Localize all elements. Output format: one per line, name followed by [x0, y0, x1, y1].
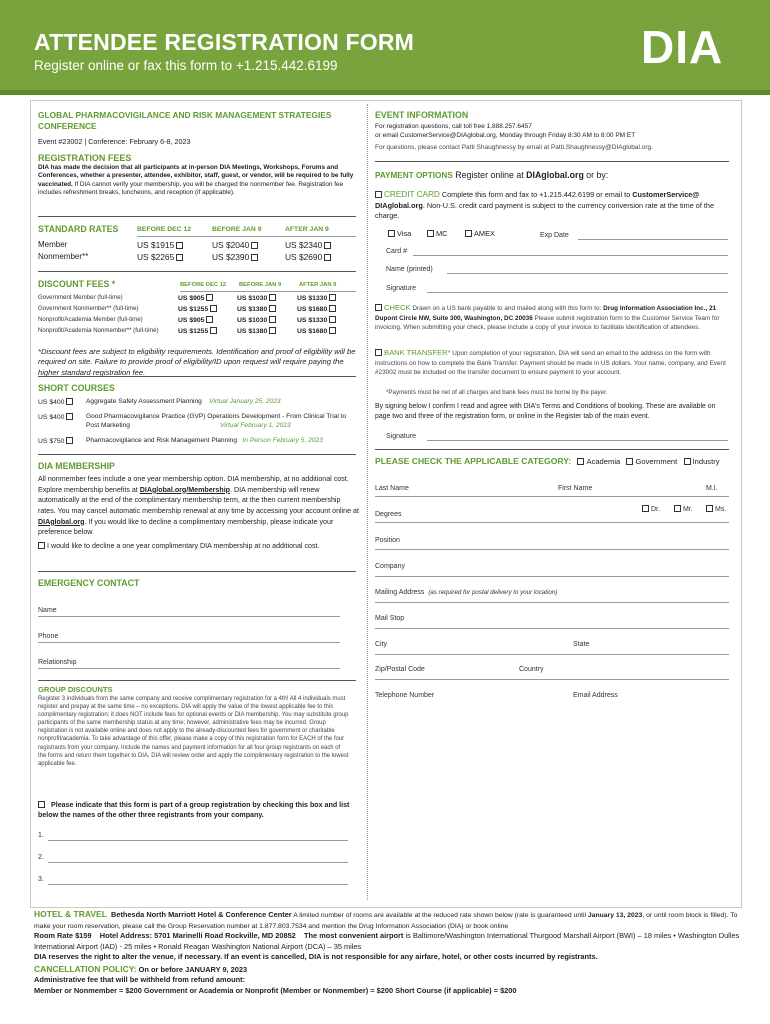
- course-item-2[interactable]: US $400: [38, 413, 75, 423]
- ms-checkbox[interactable]: [706, 505, 713, 512]
- exp-date-field[interactable]: [578, 239, 728, 240]
- course-date-2: Virtual February 1, 2023: [220, 422, 291, 429]
- course-name-1: Aggregate Safety Assessment Planning Virtual January 25, 2023: [86, 398, 281, 405]
- std-col-1: BEFORE DEC 12: [137, 226, 192, 233]
- country-label: Country: [519, 666, 544, 673]
- phone-label: Telephone Number: [375, 692, 435, 699]
- discount-fees-heading: DISCOUNT FEES *: [38, 279, 116, 289]
- mailing-field[interactable]: [375, 602, 729, 603]
- signature2-field[interactable]: [427, 440, 728, 441]
- payment-heading: PAYMENT OPTIONS Register online at DIAglobal.org or by:: [375, 170, 609, 180]
- conference-event-info: Event #23002 | Conference: February 6-8, 2023: [38, 137, 191, 146]
- checkbox[interactable]: [176, 242, 183, 249]
- membership-link[interactable]: DIAglobal.org/Membership: [139, 485, 231, 494]
- emergency-relationship-label: Relationship: [38, 659, 77, 666]
- checkbox[interactable]: [176, 254, 183, 261]
- mr-checkbox[interactable]: [674, 505, 681, 512]
- checkbox[interactable]: [251, 254, 258, 261]
- std-member-v3[interactable]: US $2340: [285, 240, 333, 251]
- group-name-3-label: 3.: [38, 876, 44, 883]
- name-printed-label: Name (printed): [386, 266, 433, 273]
- std-col-3: AFTER JAN 9: [285, 226, 329, 233]
- conference-title-line2: CONFERENCE: [38, 120, 97, 131]
- disc-col-3: AFTER JAN 9: [299, 282, 337, 288]
- divider: [375, 161, 729, 162]
- card-visa[interactable]: Visa: [386, 229, 411, 239]
- dia-logo: DIA: [641, 21, 724, 73]
- membership-heading: DIA MEMBERSHIP: [38, 461, 115, 471]
- discount-note: *Discount fees are subject to eligibility requirements. Identification and proof of eligibility will be required on site. Failure to provide proof of eligibility/ID upon request will require paying the higher standard registration fee.: [38, 347, 356, 377]
- divider: [38, 454, 356, 455]
- company-field[interactable]: [375, 576, 729, 577]
- disc-col-2: BEFORE JAN 9: [239, 282, 282, 288]
- event-info-line2: or email CustomerService@DIAglobal.org, Monday through Friday 8:30 AM to 8:00 PM ET: [375, 132, 636, 139]
- discount-row-label: Government Nonmember** (full-time): [38, 305, 139, 312]
- category-row: PLEASE CHECK THE APPLICABLE CATEGORY: Academia Government Industry: [375, 456, 720, 466]
- discount-row-label: Government Member (full-time): [38, 294, 123, 301]
- conference-title-line1: GLOBAL PHARMACOVIGILANCE AND RISK MANAGEMENT STRATEGIES: [38, 110, 332, 120]
- checkbox[interactable]: [269, 316, 276, 323]
- title-dr[interactable]: Dr.: [640, 505, 660, 514]
- signature-label: Signature: [386, 285, 416, 292]
- group-name-2-field[interactable]: [48, 862, 348, 863]
- divider: [137, 236, 356, 237]
- cancellation-fees: Member or Nonmember = $200 Government or Academia or Nonprofit (Member or Nonmember) = $200 Short Course (if applicable) = $200: [34, 985, 517, 995]
- std-row-label-member: Member: [38, 240, 68, 249]
- checkbox[interactable]: [210, 305, 217, 312]
- credit-card-option[interactable]: CREDIT CARD Complete this form and fax to +1.215.442.6199 or email to CustomerService@ DIAglobal.org. Non-U.S. credit card payment is subject to the currency conversion rate at the time of the charge.: [375, 190, 715, 221]
- divider: [38, 376, 356, 377]
- emergency-relationship-field[interactable]: [38, 668, 340, 669]
- discount-price-cell[interactable]: US $1380: [237, 305, 278, 315]
- withheld-note: Administrative fee that will be withheld from refund amount:: [34, 975, 246, 985]
- checkbox[interactable]: [329, 316, 336, 323]
- city-label: City: [375, 641, 388, 648]
- terms-agreement: By signing below I confirm I read and agree with DIA's Terms and Conditions of booking. These are available on page two and three of the registration form, or online in the Register tab of the main event.: [375, 403, 716, 420]
- checkbox[interactable]: [324, 242, 331, 249]
- std-nonmember-v3[interactable]: US $2690: [285, 252, 333, 263]
- registration-fees-heading: REGISTRATION FEES: [38, 153, 132, 163]
- title-ms[interactable]: Ms.: [704, 505, 726, 514]
- dr-checkbox[interactable]: [642, 505, 649, 512]
- position-field[interactable]: [375, 549, 729, 550]
- name-printed-field[interactable]: [447, 273, 728, 274]
- std-nonmember-v2[interactable]: US $2390: [212, 252, 260, 263]
- event-info-line1: For registration questions, call toll free 1.888.257.6457: [375, 123, 532, 130]
- name-field[interactable]: [375, 496, 729, 497]
- discount-price-cell[interactable]: US $1680: [297, 327, 338, 337]
- company-label: Company: [375, 563, 405, 570]
- std-col-2: BEFORE JAN 9: [212, 226, 262, 233]
- checkbox[interactable]: [66, 398, 73, 405]
- course-name-2: Good Pharmacovigilance Practice (GVP) Operations Development - From Clinical Trial to Post Marketing: [86, 413, 347, 429]
- emergency-phone-field[interactable]: [38, 642, 340, 643]
- first-name-label: First Name: [558, 485, 593, 492]
- conference-title: [38, 110, 363, 132]
- checkbox[interactable]: [66, 437, 73, 444]
- city-state-field[interactable]: [375, 654, 729, 655]
- mail-stop-label: Mail Stop: [375, 615, 405, 622]
- emergency-name-field[interactable]: [38, 616, 340, 617]
- discount-row-label: Nonprofit/Academia Member (full-time): [38, 316, 143, 323]
- degrees-label: Degrees: [375, 511, 402, 518]
- membership-decline[interactable]: I would like to decline a one year complimentary DIA membership at no additional cost.: [38, 541, 328, 551]
- group-check[interactable]: Please indicate that this form is part of a group registration by checking this box and list below the names of the other three registrants from your company.: [38, 801, 350, 820]
- course-item-1[interactable]: US $400: [38, 398, 75, 408]
- bank-transfer-option[interactable]: BANK TRANSFER* Upon completion of your registration, DIA will send an email to the address on the form with instructions on how to complete the Bank Transfer. Payment should be made in US dollars. Your name, company, and Event #23002 must be included on the transfer document to ensure payment to your account.: [375, 348, 726, 377]
- group-text: Register 3 individuals from the same company and receive complimentary registration for a 4th! All 4 individuals must register and prepay at the same time – no exceptions. DIA will apply the value of the lowest applicable fee to this complimentary registration; it does NOT include fees for optional events or DIA membership. You may substitute group participants of the same membership status at any time; however, administrative fees may be incurred. Group registration is not available online and does not apply to the already-discounted fees for government or charitable nonprofit/academia. To take advantage of this offer, please make a copy of this registration form for EACH of the four registrants from your company. Include the names and payment information for all four group registrants on each of the forms and return them together to DIA. DIA will review order and apply the complimentary registration to the lowest applicable fee.: [38, 696, 349, 767]
- payment-link[interactable]: DIAglobal.org: [526, 170, 584, 180]
- checkbox[interactable]: [206, 294, 213, 301]
- divider: [38, 216, 356, 217]
- form-title: ATTENDEE REGISTRATION FORM: [34, 29, 415, 55]
- checkbox[interactable]: [329, 327, 336, 334]
- short-courses-heading: SHORT COURSES: [38, 383, 115, 393]
- position-label: Position: [375, 537, 400, 544]
- mailing-label: Mailing Address (as required for postal delivery to your location): [375, 589, 558, 596]
- check-option[interactable]: CHECK Drawn on a US bank payable to and mailed along with this form to: Drug Information Association Inc., 21 Dupont Circle NW, Suite 300, Washington, DC 20036 Please submit registration form to the Customer Service Team for invoicing. When submitting your check, please include a copy of your invoice to facilitate identification of attendees.: [375, 303, 720, 332]
- academia-checkbox[interactable]: [577, 458, 584, 465]
- checkbox[interactable]: [324, 254, 331, 261]
- checkbox[interactable]: [251, 242, 258, 249]
- event-info-heading: EVENT INFORMATION: [375, 110, 469, 120]
- checkbox[interactable]: [210, 327, 217, 334]
- discount-price-cell[interactable]: US $905: [178, 294, 215, 304]
- title-mr[interactable]: Mr.: [672, 505, 693, 514]
- state-label: State: [573, 641, 590, 648]
- divider: [38, 271, 356, 272]
- vaccination-notice-rest: If DIA cannot verify your membership, you will be charged the nonmember fee. Registration fee includes refreshment breaks, luncheons, and reception (if applicable).: [38, 180, 344, 197]
- form-subtitle: Register online or fax this form to +1.215.442.6199: [34, 58, 338, 73]
- checkbox[interactable]: [329, 294, 336, 301]
- room-rate-line: Room Rate $159 Hotel Address: 5701 Marinelli Road Rockville, MD 20852 The most convenient airport is Baltimore/Washington International Thurgood Marshall Airport (BWI) – 18 miles • Washington Dulles International Airport (IAD) - 25 miles • Ronald Reagan Washington National Airport (DCA) – 35 miles: [34, 931, 740, 951]
- checkbox[interactable]: [66, 413, 73, 420]
- exp-date-label: Exp Date: [540, 232, 569, 239]
- zip-country-field[interactable]: [375, 679, 729, 680]
- discount-price-cell[interactable]: US $1330: [297, 294, 338, 304]
- degrees-field[interactable]: [375, 522, 729, 523]
- discount-price-cell[interactable]: US $905: [178, 316, 215, 326]
- divider: [38, 680, 356, 681]
- divider: [38, 571, 356, 572]
- credit-card-checkbox[interactable]: [375, 191, 382, 198]
- mc-checkbox[interactable]: [427, 230, 434, 237]
- standard-rates-title: STANDARD RATES: [38, 224, 119, 234]
- discount-price-cell[interactable]: US $1255: [178, 305, 219, 315]
- last-name-label: Last Name: [375, 485, 409, 492]
- course-item-3[interactable]: US $750: [38, 437, 75, 447]
- emergency-name-label: Name: [38, 607, 57, 614]
- discount-price-cell[interactable]: US $1030: [237, 294, 278, 304]
- bank-note: *Payments must be net of all charges and bank fees must be borne by the payer.: [386, 389, 608, 396]
- checkbox[interactable]: [329, 305, 336, 312]
- std-row-label-nonmember: Nonmember**: [38, 252, 89, 261]
- std-member-v1[interactable]: US $1915: [137, 240, 185, 251]
- signature-field[interactable]: [427, 292, 728, 293]
- checkbox[interactable]: [269, 327, 276, 334]
- check-checkbox[interactable]: [375, 304, 382, 311]
- amex-checkbox[interactable]: [465, 230, 472, 237]
- checkbox[interactable]: [206, 316, 213, 323]
- divider: [375, 449, 729, 450]
- checkbox[interactable]: [269, 294, 276, 301]
- vaccination-notice: [38, 164, 356, 198]
- divider: [180, 291, 356, 292]
- emergency-phone-label: Phone: [38, 633, 59, 640]
- card-amex[interactable]: AMEX: [463, 229, 495, 239]
- discount-price-cell[interactable]: US $1330: [297, 316, 338, 326]
- std-member-v2[interactable]: US $2040: [212, 240, 260, 251]
- decline-checkbox[interactable]: [38, 542, 45, 549]
- group-name-2-label: 2.: [38, 854, 44, 861]
- event-info-line3: For questions, please contact Patti Shaughnessy by email at Patti.Shaughnessy@DIAglobal.org.: [375, 144, 653, 151]
- industry-checkbox[interactable]: [684, 458, 691, 465]
- cancellation-line: CANCELLATION POLICY: On or before JANUARY 9, 2023: [34, 963, 248, 974]
- group-checkbox[interactable]: [38, 801, 45, 808]
- discount-price-cell[interactable]: US $1380: [237, 327, 278, 337]
- card-number-field[interactable]: [413, 255, 728, 256]
- vaccination-notice-bold: DIA has made the decision that all participants at in-person DIA Meetings, Workshops, Forums and Conferences, whether a presenter, attendee, exhibitor, staff, guest, or vendor, will be required to be fully vaccinated.: [38, 164, 354, 188]
- group-name-3-field[interactable]: [48, 884, 348, 885]
- government-checkbox[interactable]: [626, 458, 633, 465]
- std-nonmember-v1[interactable]: US $2265: [137, 252, 185, 263]
- signature2-label: Signature: [386, 433, 416, 440]
- discount-price-cell[interactable]: US $1255: [178, 327, 219, 337]
- emergency-heading: EMERGENCY CONTACT: [38, 578, 140, 588]
- card-number-label: Card #: [386, 248, 408, 255]
- mi-label: M.I.: [706, 485, 718, 492]
- bank-checkbox[interactable]: [375, 349, 382, 356]
- card-mc[interactable]: MC: [425, 229, 448, 239]
- discount-price-cell[interactable]: US $1680: [297, 305, 338, 315]
- column-divider: [367, 104, 368, 900]
- zip-label: Zip/Postal Code: [375, 666, 425, 673]
- header-banner: [0, 0, 770, 95]
- hotel-travel: HOTEL & TRAVEL Bethesda North Marriott Hotel & Conference Center A limited number of rooms are available at the reduced rate shown below (rate is guaranteed until January 13, 2023, or until room block is filled). To make your room reservation, please call the Group Reservation number at 1.877.803.7534 and mention the Drug Information Association (DIA) or book online: [34, 909, 738, 930]
- course-name-3: Pharmacovigilance and Risk Management Planning In Person February 5, 2023: [86, 437, 323, 444]
- mail-stop-field[interactable]: [375, 628, 729, 629]
- venue-notice: DIA reserves the right to alter the venue, if necessary. If an event is cancelled, DIA is not responsible for any airfare, hotel, or other costs incurred by registrants.: [34, 952, 598, 962]
- dia-global-link[interactable]: DIAglobal.org: [38, 517, 85, 526]
- checkbox[interactable]: [269, 305, 276, 312]
- membership-text: All nonmember fees include a one year membership option. DIA membership, at no additional cost. Explore membership benefits at DIAglobal.org/Membership. DIA membership will renew automatically at the end of the complimentary membership term, at the then current membership rates. You may cancel automatic membership renewal at any time by accessing your account online at DIAglobal.org. If you would like to decline a complimentary membership, please indicate your preference below.: [38, 475, 359, 537]
- discount-price-cell[interactable]: US $1030: [237, 316, 278, 326]
- discount-row-label: Nonprofit/Academia Nonmember** (full-time): [38, 327, 159, 334]
- visa-checkbox[interactable]: [388, 230, 395, 237]
- disc-col-1: BEFORE DEC 12: [180, 282, 227, 288]
- group-name-1-label: 1.: [38, 832, 44, 839]
- group-heading: GROUP DISCOUNTS: [38, 685, 113, 694]
- email-label: Email Address: [573, 692, 618, 699]
- footer: [34, 908, 740, 996]
- group-name-1-field[interactable]: [48, 840, 348, 841]
